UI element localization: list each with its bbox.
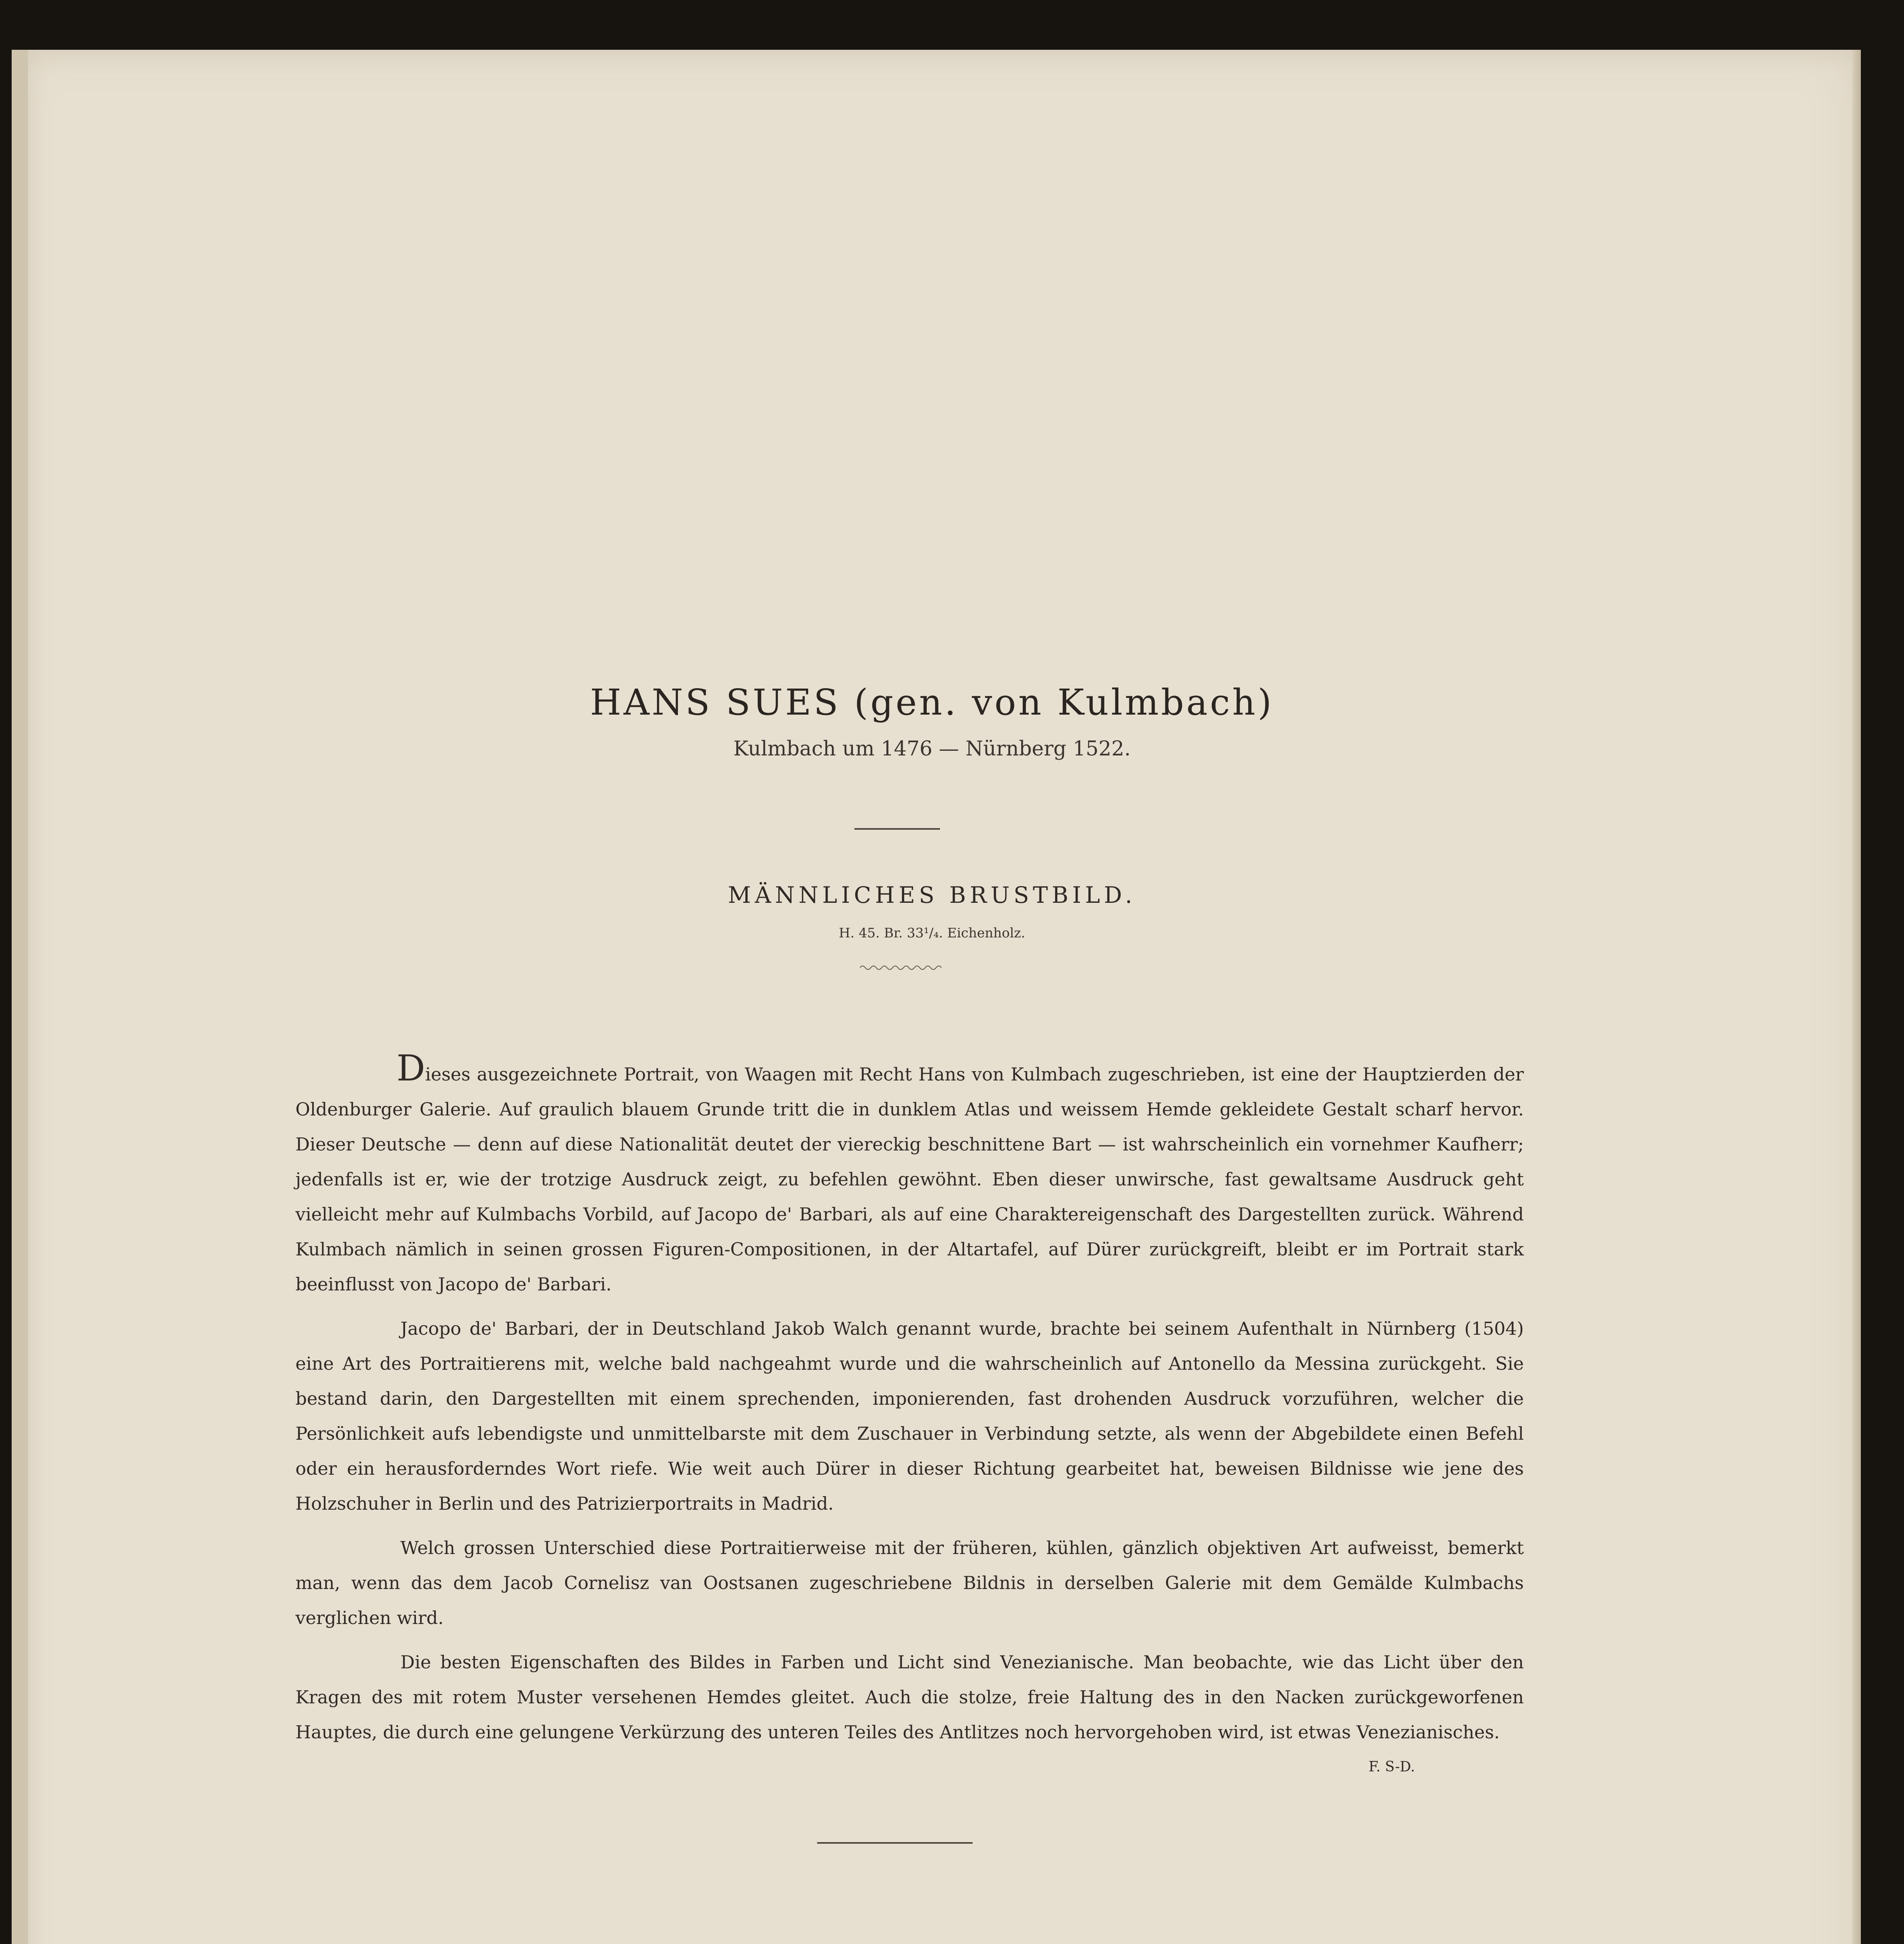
paragraph-2: Jacopo de' Barbari, der in Deutschland Jakob Walch genannt wurde, brachte bei seinem Aufenthalt in Nürnberg (1504) eine Art des Portraitierens mit, welche bald nachgeahmt wurde und die wahrscheinlich auf Antonello da Messina zurückgeht. Sie bestand darin, den Dargestellten mit einem sprechenden, imponierenden, fast drohenden Ausdruck vorzuführen, welcher die Persönlichkeit aufs lebendigste und unmittelbarste mit dem Zuschauer in Verbindung setzte, als wenn der Abgebildete einen Befehl oder ein herausforderndes Wort riefe. Wie weit auch Dürer in dieser Richtung gearbeitet hat, beweisen Bildnisse wie jene des Holzschuher in Berlin und des Patrizierportraits in Madrid. bbox=[295, 1318, 1524, 1514]
divider-long bbox=[817, 1842, 973, 1844]
paragraph-3: Welch grossen Unterschied diese Portraitierweise mit der früheren, kühlen, gänzlich objektiven Art aufweisst, bemerkt man, wenn das dem Jacob Cornelisz van Oostsanen zugeschriebene Bildnis in derselben Galerie mit dem Gemälde Kulmbachs verglichen wird. bbox=[295, 1537, 1524, 1628]
paragraph-1-text: ieses ausgezeichnete Portrait, von Waagen mit Recht Hans von Kulmbach zugeschrieben, ist eine der Hauptzierden der Oldenburger Galerie. Auf graulich blauem Grunde tritt die in dunklem Atlas und weissem Hemde gekleidete Gestalt scharf hervor. Dieser Deutsche — denn auf diese Nationalität deutet der viereckig beschnittene Bart — ist wahrscheinlich ein vornehmer Kaufherr; jedenfalls ist er, wie der trotzige Ausdruck zeigt, zu befehlen gewöhnt. Eben dieser unwirsche, fast gewaltsame Ausdruck geht vielleicht mehr auf Kulmbachs Vorbild, auf Jacopo de' Barbari, als auf eine Charaktereigenschaft des Dargestellten zurück. Während Kulmbach nämlich in seinen grossen Figuren-Compositionen, in der Altartafel, auf Dürer zurückgreift, bleibt er im Portrait stark beeinflusst von Jacopo de' Barbari. bbox=[295, 1064, 1524, 1295]
page-title: HANS SUES (gen. von Kulmbach) bbox=[590, 682, 1274, 723]
paragraph-1 bbox=[295, 1047, 1524, 1302]
artwork-title: MÄNNLICHES BRUSTBILD. bbox=[728, 882, 1136, 908]
paragraph-4-text: Die besten Eigenschaften des Bildes in Farben und Licht sind Venezianische. Man beobachte, wie das Licht über den Kragen des mit rotem Muster versehenen Hemdes gleitet. Auch die stolze, freie Haltung des in den Nacken zurückgeworfenen Hauptes, die durch eine gelungene Verkürzung des unteren Teiles des Antlitzes noch hervorgehoben wird, ist etwas Venezianisches. bbox=[295, 1652, 1524, 1743]
page-edge bbox=[1852, 50, 1861, 1944]
paragraph-4 bbox=[295, 1645, 1524, 1775]
body-text bbox=[295, 1047, 1524, 1785]
wavy-divider bbox=[860, 964, 942, 971]
author-initials: F. S-D. bbox=[1368, 1759, 1415, 1775]
drop-initial: D bbox=[397, 1047, 425, 1089]
artwork-dimensions: H. 45. Br. 33¹/₄. Eichenholz. bbox=[838, 925, 1025, 941]
artist-dates: Kulmbach um 1476 — Nürnberg 1522. bbox=[733, 737, 1131, 760]
page-gutter bbox=[12, 50, 28, 1944]
book-page bbox=[12, 50, 1861, 1944]
divider-short bbox=[854, 828, 940, 830]
